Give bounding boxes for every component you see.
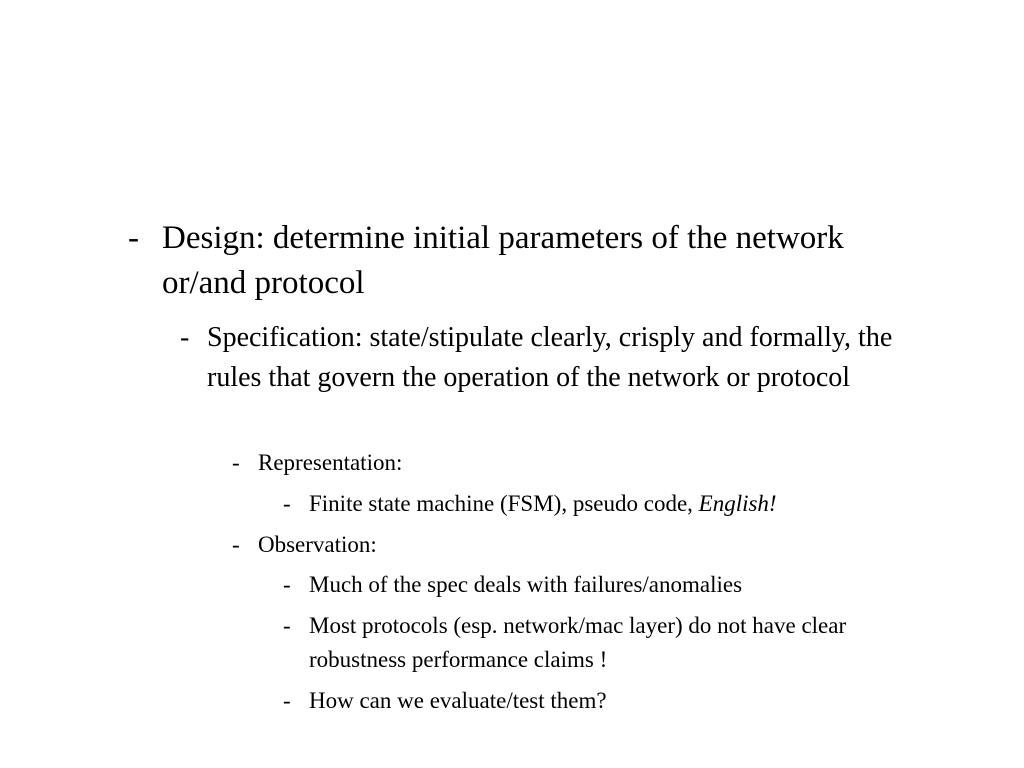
- bullet-fsm: [283, 487, 923, 521]
- bullet-observation-label: Observation:: [258, 532, 377, 557]
- bullet-design-text: Design: determine initial parameters of the network or/and protocol: [162, 220, 844, 301]
- bullet-fsm-line: [309, 487, 923, 521]
- bullet-evaluate: [283, 684, 923, 718]
- bullet-design: [128, 216, 888, 306]
- bullet-dash: -: [128, 220, 139, 256]
- bullet-dash: -: [283, 688, 291, 713]
- bullet-robustness: [283, 609, 923, 677]
- bullet-failures: [283, 568, 923, 602]
- bullet-representation-label: Representation:: [258, 450, 403, 475]
- bullet-representation: [232, 446, 832, 480]
- bullet-dash: -: [232, 450, 240, 475]
- bullet-dash: -: [232, 532, 240, 557]
- bullet-failures-text: Much of the spec deals with failures/anomalies: [309, 572, 743, 597]
- bullet-dash: -: [283, 572, 291, 597]
- bullet-dash: -: [283, 613, 291, 638]
- bullet-fsm-text: Finite state machine (FSM), pseudo code,: [309, 491, 699, 516]
- bullet-robustness-text: Most protocols (esp. network/mac layer) do not have clear robustness performance claims !: [309, 613, 847, 672]
- bullet-observation: [232, 528, 832, 562]
- bullet-specification-text: Specification: state/stipulate clearly, crisply and formally, the rules that govern the operation of the network or protocol: [207, 322, 893, 393]
- bullet-dash: -: [283, 491, 291, 516]
- bullet-evaluate-text: How can we evaluate/test them?: [309, 688, 607, 713]
- bullet-specification: [180, 318, 910, 398]
- bullet-dash: -: [180, 322, 190, 353]
- bullet-fsm-emphasis: English!: [698, 491, 777, 516]
